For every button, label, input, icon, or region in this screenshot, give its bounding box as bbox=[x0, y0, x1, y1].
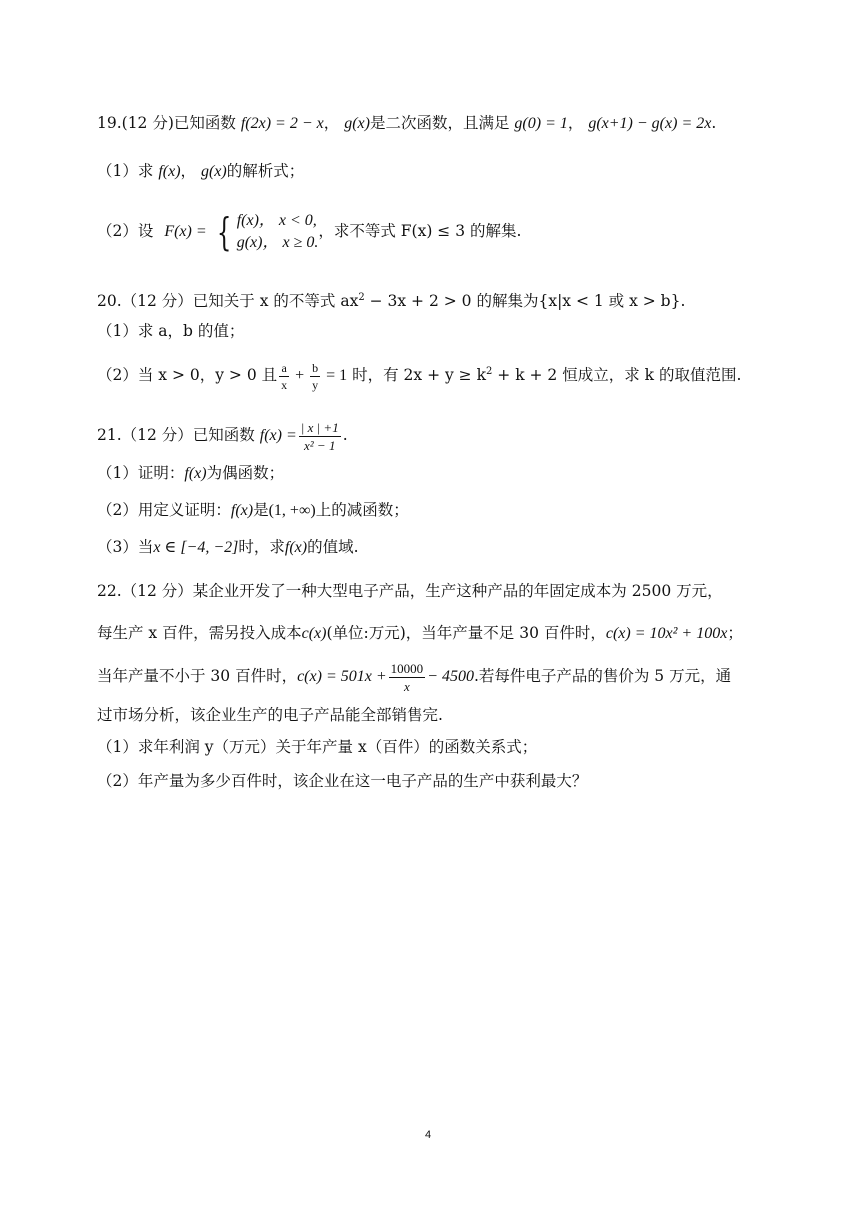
case-1: f(x)， x < 0, bbox=[236, 212, 317, 229]
q20-part1: （1）求 a，b 的值； bbox=[97, 322, 245, 340]
formula-cost-over-30: c(x) = 501x + bbox=[297, 668, 387, 685]
piecewise-cases bbox=[237, 210, 319, 254]
q19-part2: （2）设 F(x) = { f(x)， x < 0, g(x)， x ≥ 0. ，求不等式 F(x) ≤ 3 的解集. bbox=[97, 210, 522, 254]
q21-part2: （2）用定义证明：f(x)是(1, +∞)上的减函数； bbox=[97, 501, 409, 519]
fraction-10000-over-x: $\frac{10000}{x}$ bbox=[390, 660, 424, 694]
fraction-abs-x-plus-1: $\frac{| x | +1}{\text{x² − 1}}$ bbox=[300, 419, 339, 453]
formula-g0: g(0) = 1 bbox=[514, 115, 568, 132]
q22-line2: 每生产 x 百件，需另投入成本c(x)(单位:万元)，当年产量不足 30 百件时，c(x) = 10x² + 100x； bbox=[97, 624, 743, 642]
case-2: g(x)， x ≥ 0. bbox=[236, 234, 319, 251]
formula-f2x: f(2x) = 2 − x bbox=[240, 115, 324, 132]
q22-line1: 22.（12 分）某企业开发了一种大型电子产品，生产这种产品的年固定成本为 2500 万元， bbox=[97, 582, 723, 600]
page-number: 4 bbox=[425, 1129, 432, 1141]
fraction-a-over-x: $\frac{a}{x}$ bbox=[281, 360, 288, 392]
q20-stem: 20.（12 分）已知关于 x 的不等式 $ax^2 - 3x + 2 > 0$ 的解集为{x|x < 1 或 x > b}. bbox=[97, 292, 686, 311]
q22-part1: （1）求年利润 y（万元）关于年产量 x（百件）的函数关系式； bbox=[97, 738, 538, 756]
q22-line4: 过市场分析，该企业生产的电子产品能全部销售完. bbox=[97, 706, 443, 724]
q19-part1: （1）求 f(x)， g(x)的解析式； bbox=[97, 162, 305, 180]
q22-part2: （2）年产量为多少百件时，该企业在这一电子产品的生产中获利最大？ bbox=[97, 772, 588, 790]
fraction-b-over-y: $\frac{b}{y}$ bbox=[312, 360, 319, 392]
q20-part2: （2）当 x > 0，y > 0 且 $\frac{a}{x}$ + $\frac{b}{y}$ = 1 时，有 $2x + y \ge k^2 + k + 2$ 恒成立，求 k 的取值范围. bbox=[97, 360, 742, 392]
left-brace-icon: { bbox=[216, 210, 231, 254]
q21-part3: （3）当x ∈ [−4, −2]时，求f(x)的值域. bbox=[97, 538, 359, 556]
formula-cost-under-30: c(x) = 10x² + 100x bbox=[605, 625, 728, 642]
q21-part1: （1）证明：f(x)为偶函数； bbox=[97, 464, 285, 482]
formula-Fx: F(x) = bbox=[164, 223, 207, 240]
formula-gx: g(x) bbox=[344, 115, 370, 132]
q19-stem: 19.(12 分)已知函数 f(2x) = 2 − x， g(x)是二次函数，且满足 g(0) = 1， g(x+1) − g(x) = 2x. bbox=[97, 114, 717, 132]
q22-line3: 当年产量不小于 30 百件时，c(x) = 501x + $\frac{10000}{x}$ − 4500.若每件电子产品的售价为 5 万元，通 bbox=[97, 660, 732, 694]
formula-gdiff: g(x+1) − g(x) = 2x bbox=[588, 115, 712, 132]
q21-stem: 21.（12 分）已知函数 f(x) = $\frac{| x | +1}{\text{x² − 1}}$ . bbox=[97, 419, 348, 453]
formula-fx: f(x) = bbox=[259, 427, 297, 444]
